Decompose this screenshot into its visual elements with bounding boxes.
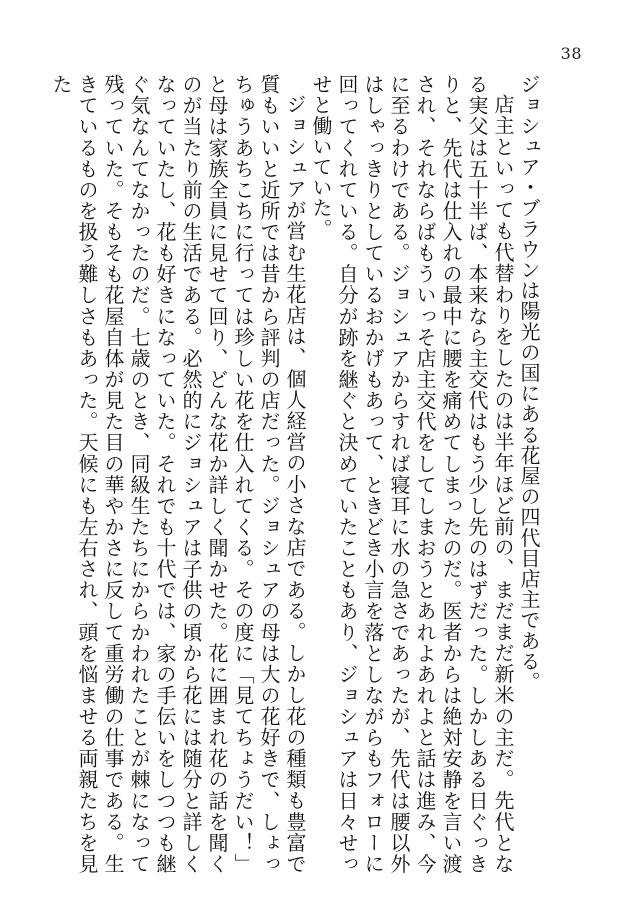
body-text [48, 74, 542, 874]
paragraph: 店主といっても代替わりをしたのは半年ほど前の、まだまだ新米の主だ。先代となる実父は五十半ば、本来なら主交代はもう少し先のはずだった。しかしある日ぐっきりと、先代は仕入れの最中に腰を痛めてしまったのだ。医者からは絶対安静を言い渡され、それならばもういっそ店主交代をしてしまおうとあれよあれよと話は進み、今に至るわけである。ジョシュアからすれば寝耳に水の急さであったが、先代は腰以外はしゃっきりとしているおかげもあって、ときどき小言を落としながらもフォローに回ってくれている。自分が跡を継ぐと決めていたこともあり、ジョシュアは日々せっせと働いていた。 [309, 74, 515, 874]
paragraph: ジョシュア・ブラウンは陽光の国にある花屋の四代目店主である。 [517, 74, 541, 692]
page-number: 38 [560, 44, 582, 63]
paragraph: ジョシュアが営む生花店は、個人経営の小さな店である。しかし花の種類も豊富で質もいいと近所では昔から評判の店だった。ジョシュアの母は大の花好きで、しょっちゅうあちこちに行っては珍しい花を仕入れてくる。その度に「見てちょうだい！」と母は家族全員に見せて回り、どんな花か詳しく聞かせた。花に囲まれ花の話を聞くのが当たり前の生活である。必然的にジョシュアは子供の頃から花には随分と詳しくなっていたし、花も好きになっていた。それでも十代では、家の手伝いをしつつも継ぐ気なんてなかったのだ。七歳のとき、同級生たちにからかわれたことが棘になって残っていた。そもそも花屋自体が見た目の華やかさに反して重労働の仕事である。生きているものを扱う難しさもあった。天候にも左右され、頭を悩ませる両親たちを見た [49, 74, 307, 874]
